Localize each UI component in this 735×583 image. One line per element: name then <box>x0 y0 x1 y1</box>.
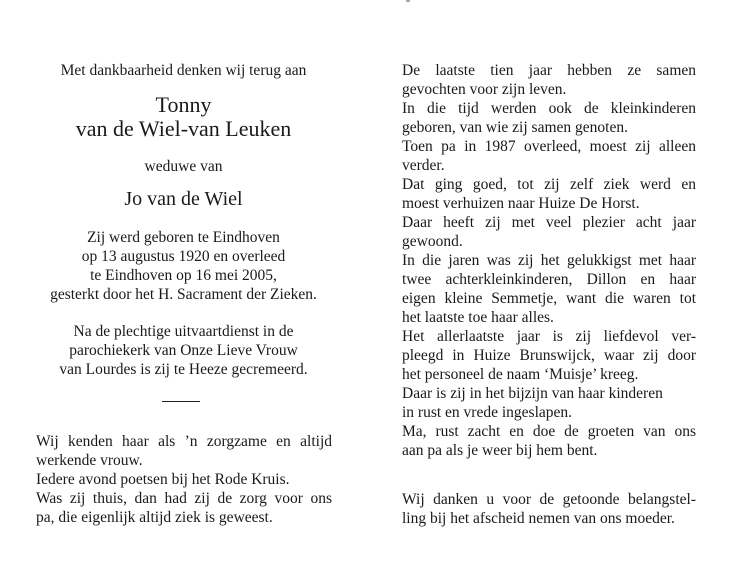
story-line: De laatste tien jaar hebben ze samen <box>402 62 696 79</box>
first-name: Tonny <box>155 92 212 117</box>
story-line: Daar is zij in het bijzijn van haar kinderen <box>402 385 663 402</box>
story-line: aan pa als je weer bij hem bent. <box>402 442 598 459</box>
thanks-line: ling bij het afscheid nemen van ons moeder. <box>402 510 675 527</box>
story-line: Toen pa in 1987 overleed, moest zij alleen <box>402 138 696 155</box>
story-line: in rust en vrede ingeslapen. <box>402 404 573 421</box>
memory-line: werkende vrouw. <box>36 452 143 469</box>
funeral-line: parochiekerk van Onze Lieve Vrouw <box>69 342 298 359</box>
funeral-line: Na de plechtige uitvaartdienst in de <box>73 323 294 340</box>
story-line: Dat ging goed, tot zij zelf ziek werd en <box>402 176 696 193</box>
birth-line: op 13 augustus 1920 en overleed <box>81 248 286 265</box>
story-line: Ma, rust zacht en doe de groeten van ons <box>402 423 696 440</box>
story-paragraph <box>402 61 696 460</box>
story-line: moest verhuizen naar Huize De Horst. <box>402 195 640 212</box>
story-line: Daar heeft zij met veel plezier acht jaar <box>402 214 696 231</box>
story-line: eigen kleine Semmetje, want die waren tot <box>402 290 696 307</box>
spouse-name: Jo van de Wiel <box>124 188 243 210</box>
widow-of-text: weduwe van <box>144 158 223 175</box>
full-name: van de Wiel-van Leuken <box>75 116 292 141</box>
story-line: twee achterkleinkinderen, Dillon en haar <box>402 271 696 288</box>
birth-line: Zij werd geboren te Eindhoven <box>87 229 280 246</box>
story-line: pleegd in Huize Brunswijck, waar zij door <box>402 347 696 364</box>
birth-line: gesterkt door het H. Sacrament der Zieken. <box>50 286 317 303</box>
story-line: het personeel de naam ‘Muisje’ kreeg. <box>402 366 639 383</box>
fold-mark <box>406 0 410 2</box>
story-line: het laatste toe haar alles. <box>402 309 554 326</box>
divider-line <box>162 401 200 402</box>
funeral-line: van Lourdes is zij te Heeze gecremeerd. <box>59 361 308 378</box>
story-line: verder. <box>402 157 445 174</box>
thanks-line: Wij danken u voor de getoonde belangstel- <box>402 491 696 508</box>
story-line: geboren, van wie zij samen genoten. <box>402 119 628 136</box>
story-line: Het allerlaatste jaar is zij liefdevol ver- <box>402 328 696 345</box>
intro-text: Met dankbaarheid denken wij terug aan <box>60 62 307 79</box>
story-line: gevochten voor zijn leven. <box>402 81 567 98</box>
story-line: In die jaren was zij het gelukkigst met haar <box>402 252 696 269</box>
memory-line: Was zij thuis, dan had zij de zorg voor ons <box>36 490 332 507</box>
memory-line: Wij kenden haar als ’n zorgzame en altijd <box>36 433 332 450</box>
birth-line: te Eindhoven op 16 mei 2005, <box>90 267 277 284</box>
memory-line: Iedere avond poetsen bij het Rode Kruis. <box>36 471 290 488</box>
story-line: gewoond. <box>402 233 463 250</box>
thanks-paragraph <box>402 490 696 528</box>
story-line: In die tijd werden ook de kleinkinderen <box>402 100 696 117</box>
memory-line: pa, die eigenlijk altijd ziek is geweest. <box>36 509 273 526</box>
memory-paragraph <box>36 432 332 527</box>
